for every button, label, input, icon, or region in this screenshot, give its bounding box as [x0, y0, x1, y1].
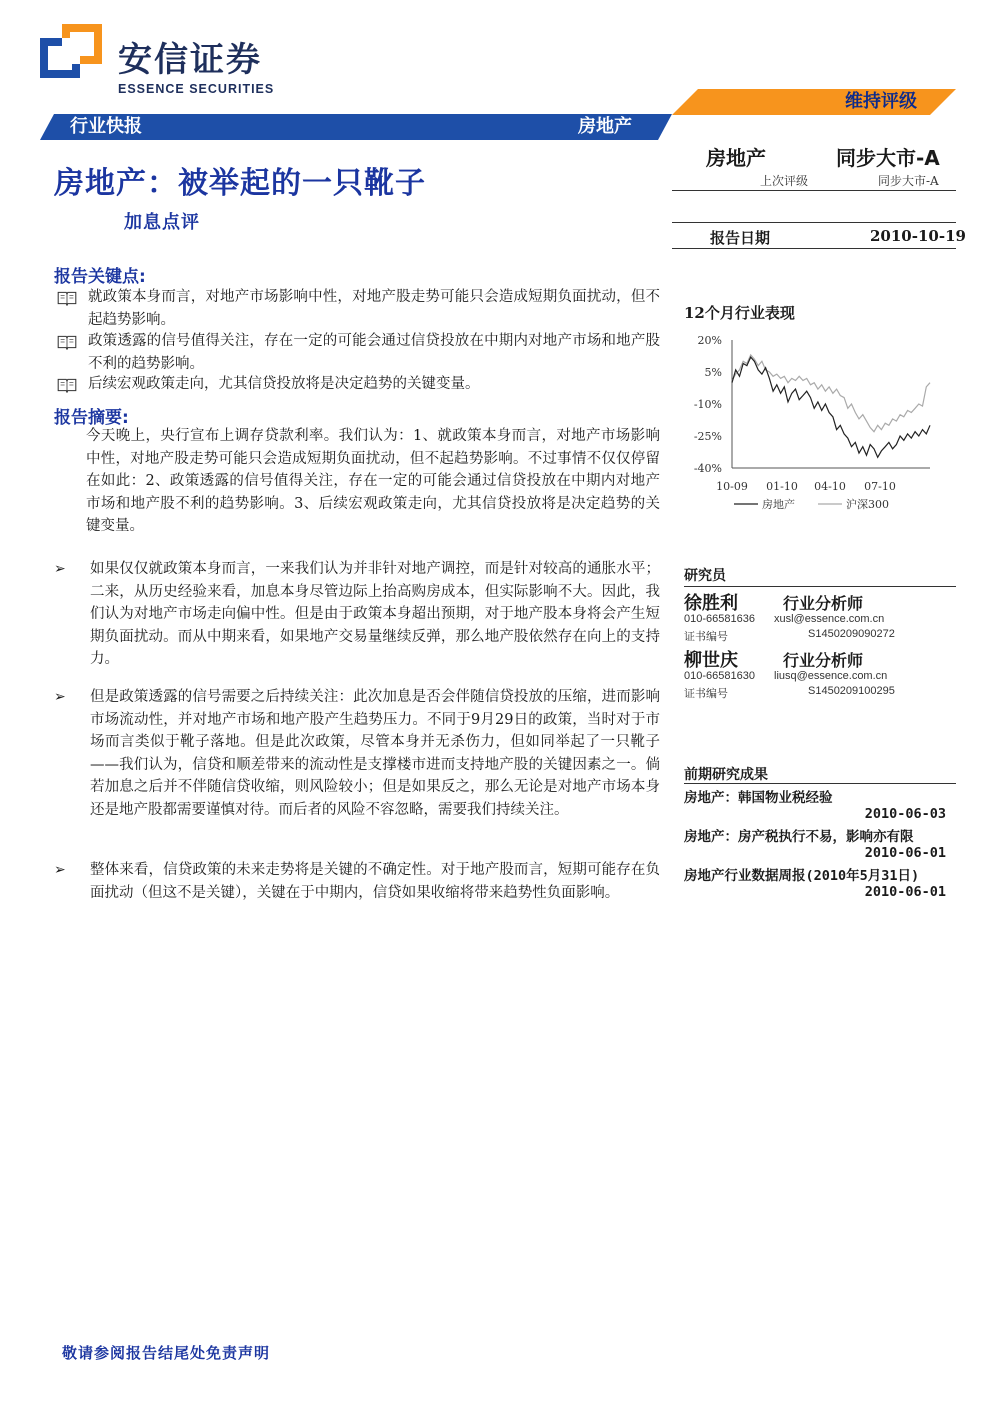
- book-icon: [54, 290, 80, 306]
- x-tick-label: 10-09: [716, 480, 748, 493]
- y-tick-label: 20%: [697, 334, 722, 347]
- essence-logo-mark: [40, 24, 102, 78]
- divider: [672, 222, 956, 223]
- report-date-value: 2010-10-19: [870, 227, 966, 245]
- summary-text: 今天晚上，央行宣布上调存贷款利率。我们认为：1、就政策本身而言，对地产市场影响中性，对地产股走势可能只会造成短期负面扰动，但不起趋势影响。不过事情不仅仅停留在如此：2、政策透露的信号值得关注，存在一定的可能会通过信贷投放在中期内对地产市场和地产股不利的趋势影响。3、后续宏观政策走向，尤其信贷投放将是决定趋势的关键变量。: [86, 428, 660, 534]
- report-type: 行业快报: [70, 116, 142, 137]
- previous-research-title[interactable]: 房地产行业数据周报(2010年5月31日): [684, 868, 920, 884]
- summary-heading: 报告摘要:: [54, 408, 129, 428]
- key-point-text: 后续宏观政策走向，尤其信贷投放将是决定趋势的关键变量。: [88, 376, 480, 392]
- divider: [672, 190, 956, 191]
- analyst-cert: S1450209090272: [808, 628, 895, 640]
- analyst-cert: S1450209100295: [808, 685, 895, 697]
- previous-research-title[interactable]: 房地产：韩国物业税经验: [684, 790, 833, 806]
- analyst-email[interactable]: liusq@essence.com.cn: [774, 670, 888, 682]
- y-tick-label: -40%: [693, 462, 722, 475]
- legend-label: 房地产: [762, 498, 795, 511]
- rating-value: 同步大市-A: [836, 146, 940, 170]
- previous-research-date: 2010-06-01: [864, 845, 946, 861]
- x-tick-label: 07-10: [864, 480, 896, 493]
- previous-research-title[interactable]: 房地产：房产税执行不易，影响亦有限: [684, 829, 914, 845]
- previous-research-date: 2010-06-01: [864, 884, 946, 900]
- series-line-index: [732, 355, 930, 432]
- book-icon: [54, 334, 80, 350]
- key-point-text: 就政策本身而言，对地产市场影响中性，对地产股走势可能只会造成短期负面扰动，但不起趋势影响。: [88, 289, 660, 328]
- analyst-name: 柳世庆: [684, 650, 738, 671]
- y-tick-label: 5%: [704, 366, 722, 379]
- analyst-cert-label: 证书编号: [684, 688, 728, 700]
- rating-industry: 房地产: [706, 146, 766, 170]
- book-icon: [54, 377, 80, 393]
- page-subtitle: 加息点评: [124, 212, 200, 233]
- key-point-item: [54, 373, 660, 396]
- researchers-heading: 研究员: [684, 568, 726, 584]
- key-point-item: [54, 286, 660, 332]
- arrow-bullet-icon: ➢: [54, 689, 66, 705]
- divider: [672, 248, 956, 249]
- analyst-phone: 010-66581636: [684, 613, 755, 625]
- arrow-bullet-icon: ➢: [54, 862, 66, 878]
- divider: [684, 586, 956, 587]
- report-date-label: 报告日期: [710, 229, 771, 247]
- analyst-title: 行业分析师: [783, 651, 864, 670]
- x-tick-label: 04-10: [814, 480, 846, 493]
- analyst-cert-label: 证书编号: [684, 631, 728, 643]
- analysis-bullet: [54, 859, 660, 904]
- analyst-phone: 010-66581630: [684, 670, 755, 682]
- brand-name-en: ESSENCE SECURITIES: [118, 82, 275, 96]
- bullet-text: 但是政策透露的信号需要之后持续关注：此次加息是否会伴随信贷投放的压缩，进而影响市场流动性，并对地产市场和地产股产生趋势压力。不同于9月29日的政策，当时对于市场而言类似于靴子落地。但是此次政策，尽管本身并无杀伤力，但如同举起了一只靴子——我们认为，信贷和顺差带来的流动性是支撑楼市进而支持地产股的关键因素之一。倘若加息之后并不伴随信贷收缩，则风险较小；但是如果反之，那么无论是对地产市场本身还是地产股都需要谨慎对待。而后者的风险不容忽略，需要我们持续关注。: [90, 689, 660, 818]
- analyst-title: 行业分析师: [783, 594, 864, 613]
- series-line-industry: [732, 357, 930, 457]
- prev-rating-label: 上次评级: [760, 174, 809, 188]
- key-point-text: 政策透露的信号值得关注，存在一定的可能会通过信贷投放在中期内对地产市场和地产股不利的趋势影响。: [88, 333, 660, 372]
- bullet-text: 如果仅仅就政策本身而言，一来我们认为并非针对地产调控，而是针对较高的通胀水平；二来，从历史经验来看，加息本身尽管边际上抬高购房成本，但实际影响不大。因此，我们认为对地产市场走向偏中性。但是由于政策本身超出预期，对于地产股本身将会产生短期负面扰动。而从中期来看，如果地产交易量继续反弹，那么地产股依然存在向上的支持力。: [90, 561, 660, 667]
- x-tick-label: 01-10: [766, 480, 798, 493]
- bullet-text: 整体来看，信贷政策的未来走势将是关键的不确定性。对于地产股而言，短期可能存在负面扰动（但这不是关键），关键在于中期内，信贷如果收缩将带来趋势性负面影响。: [90, 862, 660, 901]
- chart-title: 12个月行业表现: [684, 304, 795, 322]
- brand-name-cn: 安信证券: [118, 40, 262, 80]
- divider: [684, 783, 956, 784]
- disclaimer-note: 敬请参阅报告结尾处免责声明: [62, 1344, 271, 1362]
- page-title: 房地产：被举起的一只靴子: [54, 166, 426, 201]
- key-points-heading: 报告关键点:: [54, 267, 146, 287]
- key-point-item: [54, 330, 660, 376]
- analyst-name: 徐胜利: [684, 593, 738, 614]
- industry-performance-chart: [684, 328, 956, 518]
- rating-action-label: 维持评级: [845, 91, 917, 112]
- previous-research-date: 2010-06-03: [864, 806, 946, 822]
- legend-label: 沪深300: [846, 498, 889, 511]
- previous-research-heading: 前期研究成果: [684, 767, 768, 783]
- analysis-bullet: [54, 686, 660, 821]
- analysis-bullet: [54, 558, 660, 671]
- analyst-email[interactable]: xusl@essence.com.cn: [774, 613, 885, 625]
- header-industry: 房地产: [578, 116, 632, 137]
- prev-rating-value: 同步大市-A: [878, 174, 939, 188]
- arrow-bullet-icon: ➢: [54, 561, 66, 577]
- y-tick-label: -10%: [693, 398, 722, 411]
- y-tick-label: -25%: [693, 430, 722, 443]
